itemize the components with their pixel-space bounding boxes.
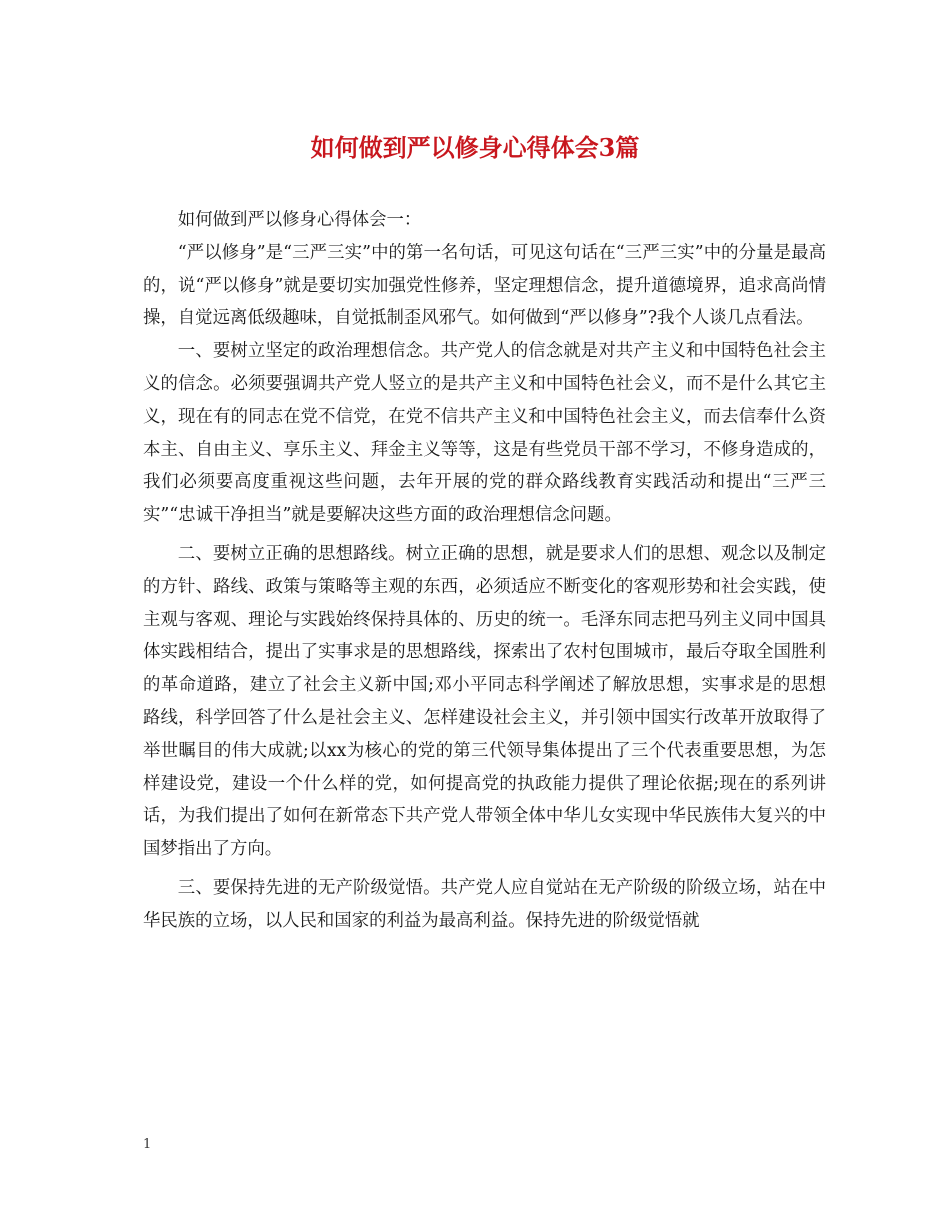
document-body (143, 204, 826, 938)
paragraph-point-three: 三、要保持先进的无产阶级觉悟。共产党人应自觉站在无产阶级的阶级立场，站在中华民族的立场，以人民和国家的利益为最高利益。保持先进的阶级觉悟就 (143, 877, 826, 931)
paragraph-intro-heading: 如何做到严以修身心得体会一： (177, 210, 422, 230)
page-number: 1 (143, 1137, 152, 1152)
paragraph-point-one: 一、要树立坚定的政治理想信念。共产党人的信念就是对共产主义和中国特色社会主义的信念。必须要强调共产党人竖立的是共产主义和中国特色社会义，而不是什么其它主义，现在有的同志在党不信党，在党不信共产主义和中国特色社会主义，而去信奉什么资本主、自由主义、享乐主义、拜金主义等等，这是有些党员干部不学习，不修身造成的，我们必须要高度重视这些问题，去年开展的党的群众路线教育实践活动和提出“三严三实”“忠诚干净担当”就是要解决这些方面的政治理想信念问题。 (143, 341, 826, 526)
document-title: 如何做到严以修身心得体会3篇 (310, 133, 640, 162)
paragraph-introduction: “严以修身”是“三严三实”中的第一名句话，可见这句话在“三严三实”中的分量是最高的，说“严以修身”就是要切实加强党性修养，坚定理想信念，提升道德境界，追求高尚情操，自觉远离低级趣味，自觉抵制歪风邪气。如何做到“严以修身”?我个人谈几点看法。 (143, 242, 826, 329)
paragraph-point-two: 二、要树立正确的思想路线。树立正确的思想，就是要求人们的思想、观念以及制定的方针、路线、政策与策略等主观的东西，必须适应不断变化的客观形势和社会实践，使主观与客观、理论与实践始终保持具体的、历史的统一。毛泽东同志把马列主义同中国具体实践相结合，提出了实事求是的思想路线，探索出了农村包围城市，最后夺取全国胜利的革命道路，建立了社会主义新中国;邓小平同志科学阐述了解放思想，实事求是的思想路线，科学回答了什么是社会主义、怎样建设社会主义，并引领中国实行改革开放取得了举世瞩目的伟大成就;以xx为核心的党的第三代领导集体提出了三个代表重要思想，为怎样建设党，建设一个什么样的党，如何提高党的执政能力提供了理论依据;现在的系列讲话，为我们提出了如何在新常态下共产党人带领全体中华儿女实现中华民族伟大复兴的中国梦指出了方向。 (143, 543, 826, 860)
